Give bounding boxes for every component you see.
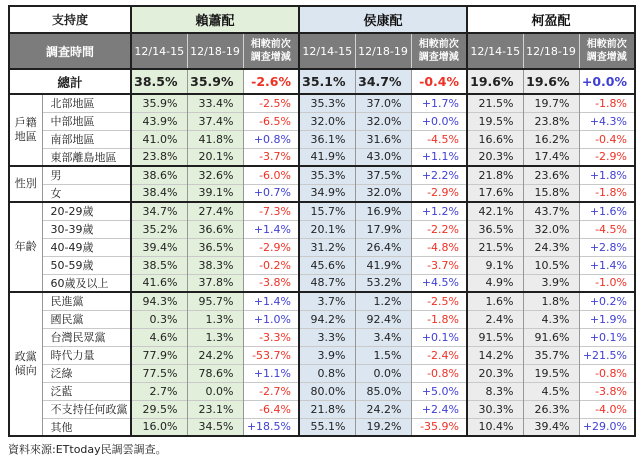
data-cell: -53.7% (243, 346, 299, 364)
survey-time-label: 調查時間 (9, 33, 131, 69)
data-cell: 33.4% (187, 94, 243, 112)
change-header-line2: 調查增減 (418, 52, 459, 63)
table-row (9, 130, 635, 148)
data-cell: +29.0% (579, 418, 635, 436)
data-cell: 34.9% (299, 184, 355, 202)
data-cell: 21.5% (467, 238, 523, 256)
data-cell: -1.8% (579, 94, 635, 112)
data-cell: 8.3% (467, 382, 523, 400)
data-cell: 32.0% (299, 112, 355, 130)
data-cell: -6.5% (243, 112, 299, 130)
data-cell: 41.0% (131, 130, 187, 148)
data-cell: -6.4% (243, 400, 299, 418)
row-label: 東部離島地區 (42, 148, 131, 166)
data-cell: -0.8% (411, 364, 467, 382)
row-label: 男 (42, 166, 131, 184)
data-cell: -2.2% (411, 220, 467, 238)
table-row (9, 202, 635, 220)
candidate-header-lai-hsiao: 賴蕭配 (131, 6, 299, 33)
group-label: 政黨傾向 (9, 292, 42, 436)
data-cell: 32.0% (523, 220, 579, 238)
data-cell: +4.5% (411, 274, 467, 292)
data-cell: -4.5% (579, 220, 635, 238)
data-cell: +0.1% (411, 328, 467, 346)
total-cell: -2.6% (243, 69, 299, 94)
data-cell: 23.8% (523, 112, 579, 130)
data-cell: -3.8% (579, 382, 635, 400)
data-cell: 4.9% (467, 274, 523, 292)
header-row-dates (9, 33, 635, 69)
data-cell: 1.3% (187, 328, 243, 346)
data-cell: +0.1% (579, 328, 635, 346)
data-cell: -3.3% (243, 328, 299, 346)
data-cell: -4.8% (411, 238, 467, 256)
data-cell: 41.9% (355, 256, 411, 274)
row-label: 其他 (42, 418, 131, 436)
data-cell: 9.1% (467, 256, 523, 274)
data-cell: -0.8% (579, 364, 635, 382)
data-cell: 23.8% (131, 148, 187, 166)
data-cell: 95.7% (187, 292, 243, 310)
data-cell: 10.5% (523, 256, 579, 274)
data-cell: 15.7% (299, 202, 355, 220)
data-cell: 24.2% (355, 400, 411, 418)
data-cell: +1.4% (243, 292, 299, 310)
data-cell: 16.9% (355, 202, 411, 220)
data-cell: +1.1% (411, 148, 467, 166)
data-cell: 3.3% (299, 328, 355, 346)
data-cell: 91.6% (523, 328, 579, 346)
date-header: 12/14-15 (467, 33, 523, 69)
data-cell: 27.4% (187, 202, 243, 220)
support-label: 支持度 (9, 6, 131, 33)
data-cell: 94.3% (131, 292, 187, 310)
table-row (9, 184, 635, 202)
data-cell: 17.9% (355, 220, 411, 238)
data-cell: 3.9% (523, 274, 579, 292)
data-cell: +0.0% (411, 112, 467, 130)
data-cell: 16.2% (523, 130, 579, 148)
data-cell: -4.0% (579, 400, 635, 418)
row-label: 時代力量 (42, 346, 131, 364)
change-header-line1: 相較前次 (586, 39, 627, 50)
data-cell: 35.3% (299, 166, 355, 184)
table-row (9, 328, 635, 346)
row-label: 60歲及以上 (42, 274, 131, 292)
data-cell: 3.4% (355, 328, 411, 346)
total-cell: 35.1% (299, 69, 355, 94)
data-cell: 38.6% (131, 166, 187, 184)
total-label: 總計 (9, 69, 131, 94)
data-cell: 30.3% (467, 400, 523, 418)
date-header: 12/14-15 (131, 33, 187, 69)
data-cell: +1.7% (411, 94, 467, 112)
data-cell: 36.5% (467, 220, 523, 238)
data-cell: -2.5% (411, 292, 467, 310)
data-cell: 24.3% (523, 238, 579, 256)
data-cell: 34.7% (131, 202, 187, 220)
total-cell: 19.6% (467, 69, 523, 94)
data-cell: 19.5% (523, 364, 579, 382)
data-cell: -1.8% (579, 184, 635, 202)
total-cell: -0.4% (411, 69, 467, 94)
table-row (9, 274, 635, 292)
data-cell: 37.5% (355, 166, 411, 184)
data-cell: +1.4% (243, 220, 299, 238)
data-cell: +0.2% (579, 292, 635, 310)
data-cell: 17.4% (523, 148, 579, 166)
table-row (9, 382, 635, 400)
data-cell: +4.3% (579, 112, 635, 130)
data-cell: 35.2% (131, 220, 187, 238)
row-label: 北部地區 (42, 94, 131, 112)
data-cell: -4.5% (411, 130, 467, 148)
row-label: 民進黨 (42, 292, 131, 310)
table-row (9, 418, 635, 436)
table-row (9, 220, 635, 238)
data-cell: 77.5% (131, 364, 187, 382)
data-cell: -7.3% (243, 202, 299, 220)
data-cell: 41.6% (131, 274, 187, 292)
data-cell: -2.9% (411, 184, 467, 202)
poll-table (8, 5, 636, 437)
data-cell: 19.5% (467, 112, 523, 130)
data-cell: +0.8% (243, 130, 299, 148)
data-cell: 4.5% (523, 382, 579, 400)
change-header (243, 33, 299, 69)
table-row (9, 256, 635, 274)
data-cell: 32.0% (355, 184, 411, 202)
total-cell: 34.7% (355, 69, 411, 94)
data-cell: 1.3% (187, 310, 243, 328)
data-cell: 31.6% (355, 130, 411, 148)
data-cell: 36.6% (187, 220, 243, 238)
data-cell: +1.4% (579, 256, 635, 274)
total-cell: 38.5% (131, 69, 187, 94)
group-label: 年齡 (9, 202, 42, 292)
total-row (9, 69, 635, 94)
data-cell: 0.3% (131, 310, 187, 328)
candidate-header-hou-kang: 侯康配 (299, 6, 467, 33)
data-cell: 1.8% (523, 292, 579, 310)
data-cell: 45.6% (299, 256, 355, 274)
data-cell: 38.3% (187, 256, 243, 274)
data-cell: 0.0% (355, 364, 411, 382)
data-cell: -3.7% (243, 148, 299, 166)
data-cell: 23.1% (187, 400, 243, 418)
data-cell: -1.0% (579, 274, 635, 292)
data-cell: 55.1% (299, 418, 355, 436)
data-cell: 29.5% (131, 400, 187, 418)
data-cell: 92.4% (355, 310, 411, 328)
table-row (9, 310, 635, 328)
change-header (411, 33, 467, 69)
total-cell: 19.6% (523, 69, 579, 94)
change-header-line2: 調查增減 (250, 52, 291, 63)
data-cell: 43.0% (355, 148, 411, 166)
data-cell: -0.4% (579, 130, 635, 148)
data-cell: 10.4% (467, 418, 523, 436)
date-header: 12/18-19 (187, 33, 243, 69)
data-cell: -0.2% (243, 256, 299, 274)
data-cell: 77.9% (131, 346, 187, 364)
data-cell: 43.9% (131, 112, 187, 130)
data-cell: 24.2% (187, 346, 243, 364)
row-label: 南部地區 (42, 130, 131, 148)
data-cell: +1.9% (579, 310, 635, 328)
data-cell: 20.3% (467, 364, 523, 382)
data-cell: 78.6% (187, 364, 243, 382)
data-cell: 23.6% (523, 166, 579, 184)
data-cell: -6.0% (243, 166, 299, 184)
data-cell: 21.8% (467, 166, 523, 184)
data-cell: 19.2% (355, 418, 411, 436)
data-cell: +1.8% (579, 166, 635, 184)
row-label: 50-59歲 (42, 256, 131, 274)
row-label: 國民黨 (42, 310, 131, 328)
data-cell: 38.5% (131, 256, 187, 274)
data-cell: 35.7% (523, 346, 579, 364)
data-cell: 36.5% (187, 238, 243, 256)
group-label: 性別 (9, 166, 42, 202)
data-cell: 16.0% (131, 418, 187, 436)
data-cell: +1.2% (411, 202, 467, 220)
data-cell: 14.2% (467, 346, 523, 364)
table-row (9, 238, 635, 256)
data-cell: -2.9% (243, 238, 299, 256)
row-label: 中部地區 (42, 112, 131, 130)
data-cell: 0.8% (299, 364, 355, 382)
data-cell: -2.9% (579, 148, 635, 166)
data-cell: 31.2% (299, 238, 355, 256)
data-cell: 39.4% (523, 418, 579, 436)
table-row (9, 292, 635, 310)
data-cell: 0.0% (187, 382, 243, 400)
table-row (9, 364, 635, 382)
row-label: 20-29歲 (42, 202, 131, 220)
data-cell: 1.2% (355, 292, 411, 310)
data-cell: 35.3% (299, 94, 355, 112)
data-cell: 38.4% (131, 184, 187, 202)
data-cell: 20.1% (187, 148, 243, 166)
date-header: 12/18-19 (355, 33, 411, 69)
change-header-line1: 相較前次 (250, 39, 291, 50)
data-cell: -2.4% (411, 346, 467, 364)
data-cell: -1.8% (411, 310, 467, 328)
header-row-candidates (9, 6, 635, 33)
data-cell: 91.5% (467, 328, 523, 346)
data-cell: 41.9% (299, 148, 355, 166)
data-cell: 80.0% (299, 382, 355, 400)
table-row (9, 346, 635, 364)
data-cell: 3.7% (299, 292, 355, 310)
data-cell: +2.8% (579, 238, 635, 256)
data-cell: +18.5% (243, 418, 299, 436)
data-cell: -3.8% (243, 274, 299, 292)
data-cell: +1.1% (243, 364, 299, 382)
data-cell: 42.1% (467, 202, 523, 220)
data-cell: 94.2% (299, 310, 355, 328)
data-cell: 21.5% (467, 94, 523, 112)
data-cell: 37.0% (355, 94, 411, 112)
row-label: 40-49歲 (42, 238, 131, 256)
table-row (9, 94, 635, 112)
data-cell: 53.2% (355, 274, 411, 292)
data-cell: 43.7% (523, 202, 579, 220)
data-cell: 34.5% (187, 418, 243, 436)
data-cell: 4.6% (131, 328, 187, 346)
data-cell: 17.6% (467, 184, 523, 202)
date-header: 12/14-15 (299, 33, 355, 69)
data-cell: 36.1% (299, 130, 355, 148)
data-cell: 85.0% (355, 382, 411, 400)
data-cell: 37.4% (187, 112, 243, 130)
data-cell: 20.1% (299, 220, 355, 238)
data-cell: 41.8% (187, 130, 243, 148)
data-cell: 2.4% (467, 310, 523, 328)
data-cell: +2.2% (411, 166, 467, 184)
data-cell: 1.5% (355, 346, 411, 364)
table-row (9, 148, 635, 166)
row-label: 30-39歲 (42, 220, 131, 238)
data-cell: 37.8% (187, 274, 243, 292)
data-cell: 35.9% (131, 94, 187, 112)
data-cell: +1.6% (579, 202, 635, 220)
data-cell: 21.8% (299, 400, 355, 418)
data-cell: -3.7% (411, 256, 467, 274)
candidate-header-ko-ying: 柯盈配 (467, 6, 635, 33)
data-cell: 4.3% (523, 310, 579, 328)
data-cell: 48.7% (299, 274, 355, 292)
data-cell: 32.6% (187, 166, 243, 184)
data-cell: -2.5% (243, 94, 299, 112)
source-note: 資料來源:ETtoday民調雲調查。 (8, 443, 167, 456)
change-header-line2: 調查增減 (586, 52, 627, 63)
row-label: 泛藍 (42, 382, 131, 400)
data-cell: +0.7% (243, 184, 299, 202)
data-cell: 16.6% (467, 130, 523, 148)
group-label: 戶籍地區 (9, 94, 42, 166)
data-cell: 2.7% (131, 382, 187, 400)
data-cell: +21.5% (579, 346, 635, 364)
change-header-line1: 相較前次 (418, 39, 459, 50)
data-cell: 32.0% (355, 112, 411, 130)
data-cell: -35.9% (411, 418, 467, 436)
change-header (579, 33, 635, 69)
total-cell: +0.0% (579, 69, 635, 94)
total-cell: 35.9% (187, 69, 243, 94)
data-cell: 1.6% (467, 292, 523, 310)
table-row (9, 166, 635, 184)
data-cell: 20.3% (467, 148, 523, 166)
data-cell: 26.3% (523, 400, 579, 418)
table-row (9, 112, 635, 130)
data-cell: 15.8% (523, 184, 579, 202)
data-cell: 26.4% (355, 238, 411, 256)
data-cell: 19.7% (523, 94, 579, 112)
row-label: 不支持任何政黨 (42, 400, 131, 418)
date-header: 12/18-19 (523, 33, 579, 69)
data-cell: +2.4% (411, 400, 467, 418)
data-cell: +5.0% (411, 382, 467, 400)
data-cell: -2.7% (243, 382, 299, 400)
row-label: 泛綠 (42, 364, 131, 382)
table-row (9, 400, 635, 418)
data-cell: +1.0% (243, 310, 299, 328)
row-label: 台灣民眾黨 (42, 328, 131, 346)
data-cell: 39.1% (187, 184, 243, 202)
row-label: 女 (42, 184, 131, 202)
data-cell: 39.4% (131, 238, 187, 256)
data-cell: 3.9% (299, 346, 355, 364)
